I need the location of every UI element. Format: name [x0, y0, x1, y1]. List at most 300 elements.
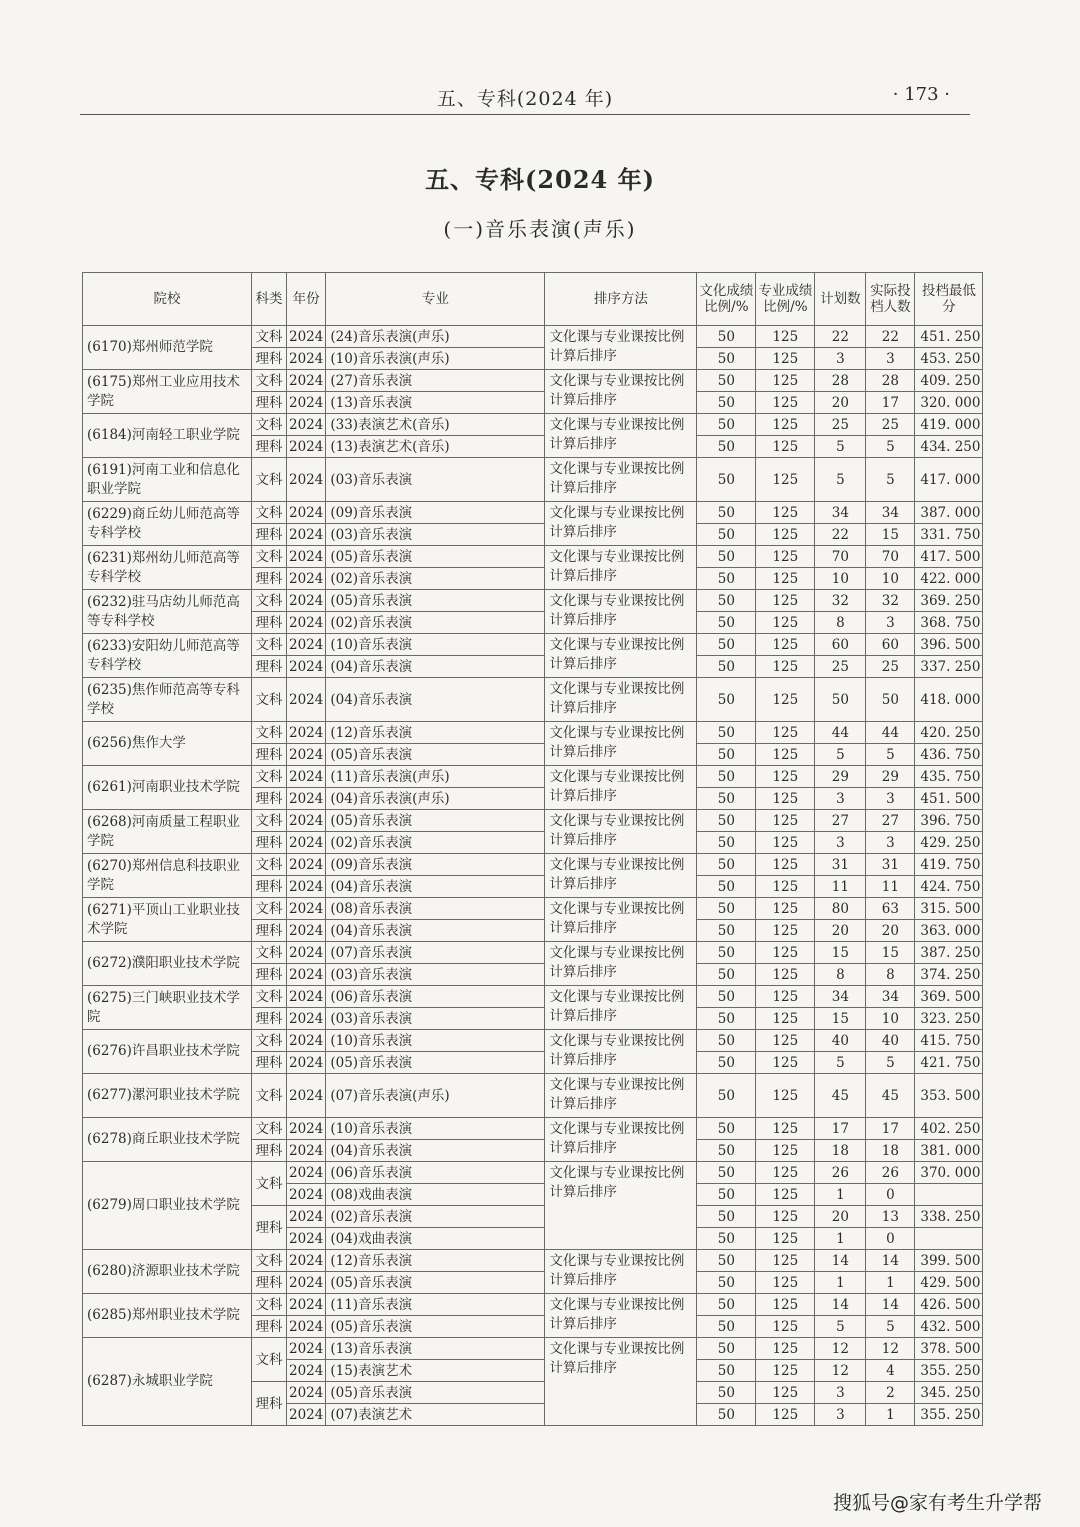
category-cell: 文科	[252, 898, 287, 920]
plan-count-cell: 15	[815, 942, 866, 964]
culture-ratio-cell: 50	[697, 1404, 756, 1426]
major-cell: (03)音乐表演	[326, 1008, 545, 1030]
major-cell: (11)音乐表演(声乐)	[326, 766, 545, 788]
year-cell: 2024	[287, 1338, 326, 1360]
year-cell: 2024	[287, 1206, 326, 1228]
running-header-title: 五、专科(2024 年)	[436, 88, 614, 110]
min-score-cell: 436. 750	[915, 744, 983, 766]
min-score-cell: 355. 250	[915, 1360, 983, 1382]
category-cell: 理科	[252, 524, 287, 546]
culture-ratio-cell: 50	[697, 326, 756, 348]
table-row	[83, 414, 983, 436]
school-cell: (6229)商丘幼儿师范高等专科学校	[83, 502, 252, 546]
min-score-cell: 374. 250	[915, 964, 983, 986]
admitted-count-cell: 40	[866, 1030, 915, 1052]
min-score-cell: 415. 750	[915, 1030, 983, 1052]
major-cell: (11)音乐表演	[326, 1294, 545, 1316]
category-cell: 文科	[252, 854, 287, 876]
table-row	[83, 986, 983, 1008]
min-score-cell: 387. 000	[915, 502, 983, 524]
major-cell: (07)音乐表演(声乐)	[326, 1074, 545, 1118]
table-row	[83, 370, 983, 392]
school-cell: (6170)郑州师范学院	[83, 326, 252, 370]
year-cell: 2024	[287, 898, 326, 920]
major-ratio-cell: 125	[756, 656, 815, 678]
plan-count-cell: 12	[815, 1360, 866, 1382]
major-cell: (10)音乐表演	[326, 634, 545, 656]
admitted-count-cell: 15	[866, 524, 915, 546]
admitted-count-cell: 10	[866, 568, 915, 590]
major-ratio-cell: 125	[756, 436, 815, 458]
culture-ratio-cell: 50	[697, 370, 756, 392]
major-cell: (09)音乐表演	[326, 502, 545, 524]
min-score-cell: 370. 000	[915, 1162, 983, 1184]
category-cell: 文科	[252, 370, 287, 392]
method-cell: 文化课与专业课按比例计算后排序	[545, 1250, 697, 1294]
major-cell: (04)音乐表演(声乐)	[326, 788, 545, 810]
major-cell: (03)音乐表演	[326, 524, 545, 546]
culture-ratio-cell: 50	[697, 392, 756, 414]
category-cell: 文科	[252, 1074, 287, 1118]
culture-ratio-cell: 50	[697, 942, 756, 964]
header-cell: 年份	[287, 273, 326, 326]
min-score-cell: 368. 750	[915, 612, 983, 634]
culture-ratio-cell: 50	[697, 634, 756, 656]
year-cell: 2024	[287, 436, 326, 458]
min-score-cell: 399. 500	[915, 1250, 983, 1272]
min-score-cell: 355. 250	[915, 1404, 983, 1426]
admitted-count-cell: 25	[866, 414, 915, 436]
table-row	[83, 810, 983, 832]
admitted-count-cell: 4	[866, 1360, 915, 1382]
major-ratio-cell: 125	[756, 568, 815, 590]
major-ratio-cell: 125	[756, 612, 815, 634]
plan-count-cell: 22	[815, 524, 866, 546]
major-ratio-cell: 125	[756, 1008, 815, 1030]
year-cell: 2024	[287, 1294, 326, 1316]
culture-ratio-cell: 50	[697, 458, 756, 502]
year-cell: 2024	[287, 546, 326, 568]
category-cell: 理科	[252, 876, 287, 898]
admitted-count-cell: 3	[866, 788, 915, 810]
year-cell: 2024	[287, 678, 326, 722]
min-score-cell: 422. 000	[915, 568, 983, 590]
major-cell: (02)音乐表演	[326, 1206, 545, 1228]
major-ratio-cell: 125	[756, 1228, 815, 1250]
year-cell: 2024	[287, 1030, 326, 1052]
major-cell: (02)音乐表演	[326, 568, 545, 590]
culture-ratio-cell: 50	[697, 612, 756, 634]
year-cell: 2024	[287, 370, 326, 392]
min-score-cell: 434. 250	[915, 436, 983, 458]
admitted-count-cell: 0	[866, 1184, 915, 1206]
year-cell: 2024	[287, 392, 326, 414]
major-ratio-cell: 125	[756, 986, 815, 1008]
plan-count-cell: 31	[815, 854, 866, 876]
plan-count-cell: 3	[815, 832, 866, 854]
major-ratio-cell: 125	[756, 634, 815, 656]
category-cell: 理科	[252, 788, 287, 810]
major-cell: (06)音乐表演	[326, 1162, 545, 1184]
major-cell: (06)音乐表演	[326, 986, 545, 1008]
plan-count-cell: 44	[815, 722, 866, 744]
method-cell: 文化课与专业课按比例计算后排序	[545, 898, 697, 942]
plan-count-cell: 50	[815, 678, 866, 722]
school-cell: (6287)永城职业学院	[83, 1338, 252, 1426]
min-score-cell: 435. 750	[915, 766, 983, 788]
culture-ratio-cell: 50	[697, 876, 756, 898]
culture-ratio-cell: 50	[697, 1162, 756, 1184]
culture-ratio-cell: 50	[697, 1074, 756, 1118]
min-score-cell: 417. 500	[915, 546, 983, 568]
method-cell: 文化课与专业课按比例计算后排序	[545, 326, 697, 370]
school-cell: (6232)驻马店幼儿师范高等专科学校	[83, 590, 252, 634]
school-cell: (6233)安阳幼儿师范高等专科学校	[83, 634, 252, 678]
culture-ratio-cell: 50	[697, 1338, 756, 1360]
min-score-cell: 396. 750	[915, 810, 983, 832]
year-cell: 2024	[287, 964, 326, 986]
major-ratio-cell: 125	[756, 876, 815, 898]
admitted-count-cell: 31	[866, 854, 915, 876]
culture-ratio-cell: 50	[697, 568, 756, 590]
major-ratio-cell: 125	[756, 326, 815, 348]
method-cell: 文化课与专业课按比例计算后排序	[545, 722, 697, 766]
year-cell: 2024	[287, 1360, 326, 1382]
year-cell: 2024	[287, 1118, 326, 1140]
table-row	[83, 1338, 983, 1360]
method-cell: 文化课与专业课按比例计算后排序	[545, 810, 697, 854]
plan-count-cell: 34	[815, 502, 866, 524]
category-cell: 文科	[252, 634, 287, 656]
category-cell: 理科	[252, 1140, 287, 1162]
admitted-count-cell: 1	[866, 1404, 915, 1426]
major-cell: (04)音乐表演	[326, 920, 545, 942]
method-cell: 文化课与专业课按比例计算后排序	[545, 546, 697, 590]
category-cell: 文科	[252, 1030, 287, 1052]
min-score-cell: 315. 500	[915, 898, 983, 920]
major-ratio-cell: 125	[756, 678, 815, 722]
school-cell: (6191)河南工业和信息化职业学院	[83, 458, 252, 502]
major-cell: (09)音乐表演	[326, 854, 545, 876]
category-cell: 理科	[252, 612, 287, 634]
category-cell: 文科	[252, 458, 287, 502]
admitted-count-cell: 5	[866, 1316, 915, 1338]
category-cell: 理科	[252, 1316, 287, 1338]
culture-ratio-cell: 50	[697, 1206, 756, 1228]
table-row	[83, 766, 983, 788]
min-score-cell: 381. 000	[915, 1140, 983, 1162]
school-cell: (6271)平顶山工业职业技术学院	[83, 898, 252, 942]
year-cell: 2024	[287, 590, 326, 612]
category-cell: 文科	[252, 502, 287, 524]
culture-ratio-cell: 50	[697, 1008, 756, 1030]
school-cell: (6231)郑州幼儿师范高等专科学校	[83, 546, 252, 590]
school-cell: (6279)周口职业技术学院	[83, 1162, 252, 1250]
year-cell: 2024	[287, 634, 326, 656]
major-cell: (05)音乐表演	[326, 1316, 545, 1338]
plan-count-cell: 14	[815, 1294, 866, 1316]
admitted-count-cell: 13	[866, 1206, 915, 1228]
admitted-count-cell: 1	[866, 1272, 915, 1294]
culture-ratio-cell: 50	[697, 348, 756, 370]
min-score-cell: 432. 500	[915, 1316, 983, 1338]
year-cell: 2024	[287, 1184, 326, 1206]
min-score-cell: 323. 250	[915, 1008, 983, 1030]
min-score-cell: 369. 500	[915, 986, 983, 1008]
major-cell: (04)音乐表演	[326, 1140, 545, 1162]
culture-ratio-cell: 50	[697, 1118, 756, 1140]
culture-ratio-cell: 50	[697, 854, 756, 876]
running-header	[80, 80, 970, 115]
table-row	[83, 1250, 983, 1272]
major-cell: (04)音乐表演	[326, 876, 545, 898]
year-cell: 2024	[287, 656, 326, 678]
culture-ratio-cell: 50	[697, 920, 756, 942]
min-score-cell: 451. 500	[915, 788, 983, 810]
plan-count-cell: 5	[815, 1316, 866, 1338]
method-cell: 文化课与专业课按比例计算后排序	[545, 854, 697, 898]
plan-count-cell: 22	[815, 326, 866, 348]
admitted-count-cell: 63	[866, 898, 915, 920]
culture-ratio-cell: 50	[697, 436, 756, 458]
table-row	[83, 898, 983, 920]
year-cell: 2024	[287, 1382, 326, 1404]
major-cell: (04)音乐表演	[326, 678, 545, 722]
plan-count-cell: 1	[815, 1228, 866, 1250]
major-ratio-cell: 125	[756, 744, 815, 766]
year-cell: 2024	[287, 326, 326, 348]
admitted-count-cell: 12	[866, 1338, 915, 1360]
admitted-count-cell: 17	[866, 1118, 915, 1140]
major-cell: (13)音乐表演	[326, 392, 545, 414]
plan-count-cell: 28	[815, 370, 866, 392]
category-cell: 文科	[252, 414, 287, 436]
admitted-count-cell: 3	[866, 348, 915, 370]
school-cell: (6256)焦作大学	[83, 722, 252, 766]
table-row	[83, 722, 983, 744]
admitted-count-cell: 5	[866, 1052, 915, 1074]
admitted-count-cell: 20	[866, 920, 915, 942]
major-ratio-cell: 125	[756, 1140, 815, 1162]
admitted-count-cell: 5	[866, 436, 915, 458]
min-score-cell: 338. 250	[915, 1206, 983, 1228]
year-cell: 2024	[287, 1074, 326, 1118]
min-score-cell: 337. 250	[915, 656, 983, 678]
plan-count-cell: 15	[815, 1008, 866, 1030]
major-cell: (33)表演艺术(音乐)	[326, 414, 545, 436]
year-cell: 2024	[287, 744, 326, 766]
school-cell: (6175)郑州工业应用技术学院	[83, 370, 252, 414]
major-cell: (13)表演艺术(音乐)	[326, 436, 545, 458]
category-cell: 理科	[252, 568, 287, 590]
major-ratio-cell: 125	[756, 942, 815, 964]
major-cell: (05)音乐表演	[326, 1382, 545, 1404]
school-cell: (6261)河南职业技术学院	[83, 766, 252, 810]
major-ratio-cell: 125	[756, 1030, 815, 1052]
plan-count-cell: 40	[815, 1030, 866, 1052]
major-cell: (10)音乐表演	[326, 1030, 545, 1052]
category-cell: 理科	[252, 656, 287, 678]
plan-count-cell: 5	[815, 1052, 866, 1074]
major-ratio-cell: 125	[756, 348, 815, 370]
category-cell: 理科	[252, 436, 287, 458]
category-cell: 文科	[252, 942, 287, 964]
min-score-cell: 378. 500	[915, 1338, 983, 1360]
category-cell: 文科	[252, 1338, 287, 1382]
culture-ratio-cell: 50	[697, 1030, 756, 1052]
plan-count-cell: 34	[815, 986, 866, 1008]
major-ratio-cell: 125	[756, 1272, 815, 1294]
plan-count-cell: 60	[815, 634, 866, 656]
school-cell: (6272)濮阳职业技术学院	[83, 942, 252, 986]
admitted-count-cell: 34	[866, 986, 915, 1008]
school-cell: (6277)漯河职业技术学院	[83, 1074, 252, 1118]
plan-count-cell: 5	[815, 458, 866, 502]
culture-ratio-cell: 50	[697, 678, 756, 722]
method-cell: 文化课与专业课按比例计算后排序	[545, 370, 697, 414]
header-cell: 文化成绩比例/%	[697, 273, 756, 326]
admitted-count-cell: 15	[866, 942, 915, 964]
admitted-count-cell: 3	[866, 612, 915, 634]
plan-count-cell: 8	[815, 964, 866, 986]
major-ratio-cell: 125	[756, 1074, 815, 1118]
plan-count-cell: 32	[815, 590, 866, 612]
culture-ratio-cell: 50	[697, 832, 756, 854]
school-cell: (6270)郑州信息科技职业学院	[83, 854, 252, 898]
section-subtitle: (一)音乐表演(声乐)	[443, 217, 637, 241]
plan-count-cell: 1	[815, 1272, 866, 1294]
header-cell: 排序方法	[545, 273, 697, 326]
major-ratio-cell: 125	[756, 854, 815, 876]
plan-count-cell: 1	[815, 1184, 866, 1206]
table-row	[83, 546, 983, 568]
major-ratio-cell: 125	[756, 392, 815, 414]
major-ratio-cell: 125	[756, 414, 815, 436]
table-row	[83, 1118, 983, 1140]
table-row	[83, 1294, 983, 1316]
major-ratio-cell: 125	[756, 1338, 815, 1360]
major-cell: (05)音乐表演	[326, 744, 545, 766]
plan-count-cell: 14	[815, 1250, 866, 1272]
major-ratio-cell: 125	[756, 810, 815, 832]
admitted-count-cell: 14	[866, 1250, 915, 1272]
plan-count-cell: 26	[815, 1162, 866, 1184]
min-score-cell: 353. 500	[915, 1074, 983, 1118]
major-cell: (02)音乐表演	[326, 832, 545, 854]
method-cell: 文化课与专业课按比例计算后排序	[545, 1294, 697, 1338]
major-ratio-cell: 125	[756, 1162, 815, 1184]
table-row	[83, 1030, 983, 1052]
major-cell: (03)音乐表演	[326, 458, 545, 502]
method-cell: 文化课与专业课按比例计算后排序	[545, 1074, 697, 1118]
method-cell: 文化课与专业课按比例计算后排序	[545, 502, 697, 546]
admitted-count-cell: 25	[866, 656, 915, 678]
major-ratio-cell: 125	[756, 788, 815, 810]
method-cell: 文化课与专业课按比例计算后排序	[545, 414, 697, 458]
plan-count-cell: 3	[815, 348, 866, 370]
min-score-cell: 363. 000	[915, 920, 983, 942]
admitted-count-cell: 44	[866, 722, 915, 744]
header-cell: 专业成绩比例/%	[756, 273, 815, 326]
year-cell: 2024	[287, 832, 326, 854]
method-cell: 文化课与专业课按比例计算后排序	[545, 458, 697, 502]
admission-table	[82, 272, 983, 1426]
major-cell: (05)音乐表演	[326, 1272, 545, 1294]
year-cell: 2024	[287, 348, 326, 370]
min-score-cell: 429. 250	[915, 832, 983, 854]
year-cell: 2024	[287, 1316, 326, 1338]
table-row	[83, 590, 983, 612]
admitted-count-cell: 27	[866, 810, 915, 832]
culture-ratio-cell: 50	[697, 1294, 756, 1316]
admitted-count-cell: 34	[866, 502, 915, 524]
major-cell: (15)表演艺术	[326, 1360, 545, 1382]
major-cell: (05)音乐表演	[326, 590, 545, 612]
plan-count-cell: 17	[815, 1118, 866, 1140]
admitted-count-cell: 45	[866, 1074, 915, 1118]
admitted-count-cell: 11	[866, 876, 915, 898]
culture-ratio-cell: 50	[697, 1382, 756, 1404]
min-score-cell: 418. 000	[915, 678, 983, 722]
year-cell: 2024	[287, 854, 326, 876]
year-cell: 2024	[287, 568, 326, 590]
header-cell: 院校	[83, 273, 252, 326]
admitted-count-cell: 17	[866, 392, 915, 414]
year-cell: 2024	[287, 1162, 326, 1184]
major-cell: (05)音乐表演	[326, 810, 545, 832]
major-cell: (02)音乐表演	[326, 612, 545, 634]
admitted-count-cell: 0	[866, 1228, 915, 1250]
min-score-cell: 369. 250	[915, 590, 983, 612]
min-score-cell: 419. 750	[915, 854, 983, 876]
plan-count-cell: 25	[815, 656, 866, 678]
table-row	[83, 326, 983, 348]
year-cell: 2024	[287, 1228, 326, 1250]
method-cell: 文化课与专业课按比例计算后排序	[545, 1030, 697, 1074]
category-cell: 理科	[252, 392, 287, 414]
category-cell: 理科	[252, 1272, 287, 1294]
plan-count-cell: 10	[815, 568, 866, 590]
culture-ratio-cell: 50	[697, 964, 756, 986]
category-cell: 理科	[252, 1008, 287, 1030]
method-cell: 文化课与专业课按比例计算后排序	[545, 678, 697, 722]
page-number: · 173 ·	[892, 84, 950, 105]
plan-count-cell: 5	[815, 436, 866, 458]
plan-count-cell: 70	[815, 546, 866, 568]
year-cell: 2024	[287, 722, 326, 744]
plan-count-cell: 20	[815, 1206, 866, 1228]
major-cell: (12)音乐表演	[326, 1250, 545, 1272]
min-score-cell: 420. 250	[915, 722, 983, 744]
plan-count-cell: 27	[815, 810, 866, 832]
table-row	[83, 1074, 983, 1118]
plan-count-cell: 45	[815, 1074, 866, 1118]
major-cell: (08)音乐表演	[326, 898, 545, 920]
school-cell: (6184)河南轻工职业学院	[83, 414, 252, 458]
major-ratio-cell: 125	[756, 898, 815, 920]
method-cell: 文化课与专业课按比例计算后排序	[545, 1338, 697, 1426]
admitted-count-cell: 32	[866, 590, 915, 612]
major-cell: (04)戏曲表演	[326, 1228, 545, 1250]
year-cell: 2024	[287, 788, 326, 810]
category-cell: 文科	[252, 810, 287, 832]
min-score-cell	[915, 1228, 983, 1250]
plan-count-cell: 8	[815, 612, 866, 634]
plan-count-cell: 25	[815, 414, 866, 436]
method-cell: 文化课与专业课按比例计算后排序	[545, 634, 697, 678]
admitted-count-cell: 18	[866, 1140, 915, 1162]
school-cell: (6268)河南质量工程职业学院	[83, 810, 252, 854]
